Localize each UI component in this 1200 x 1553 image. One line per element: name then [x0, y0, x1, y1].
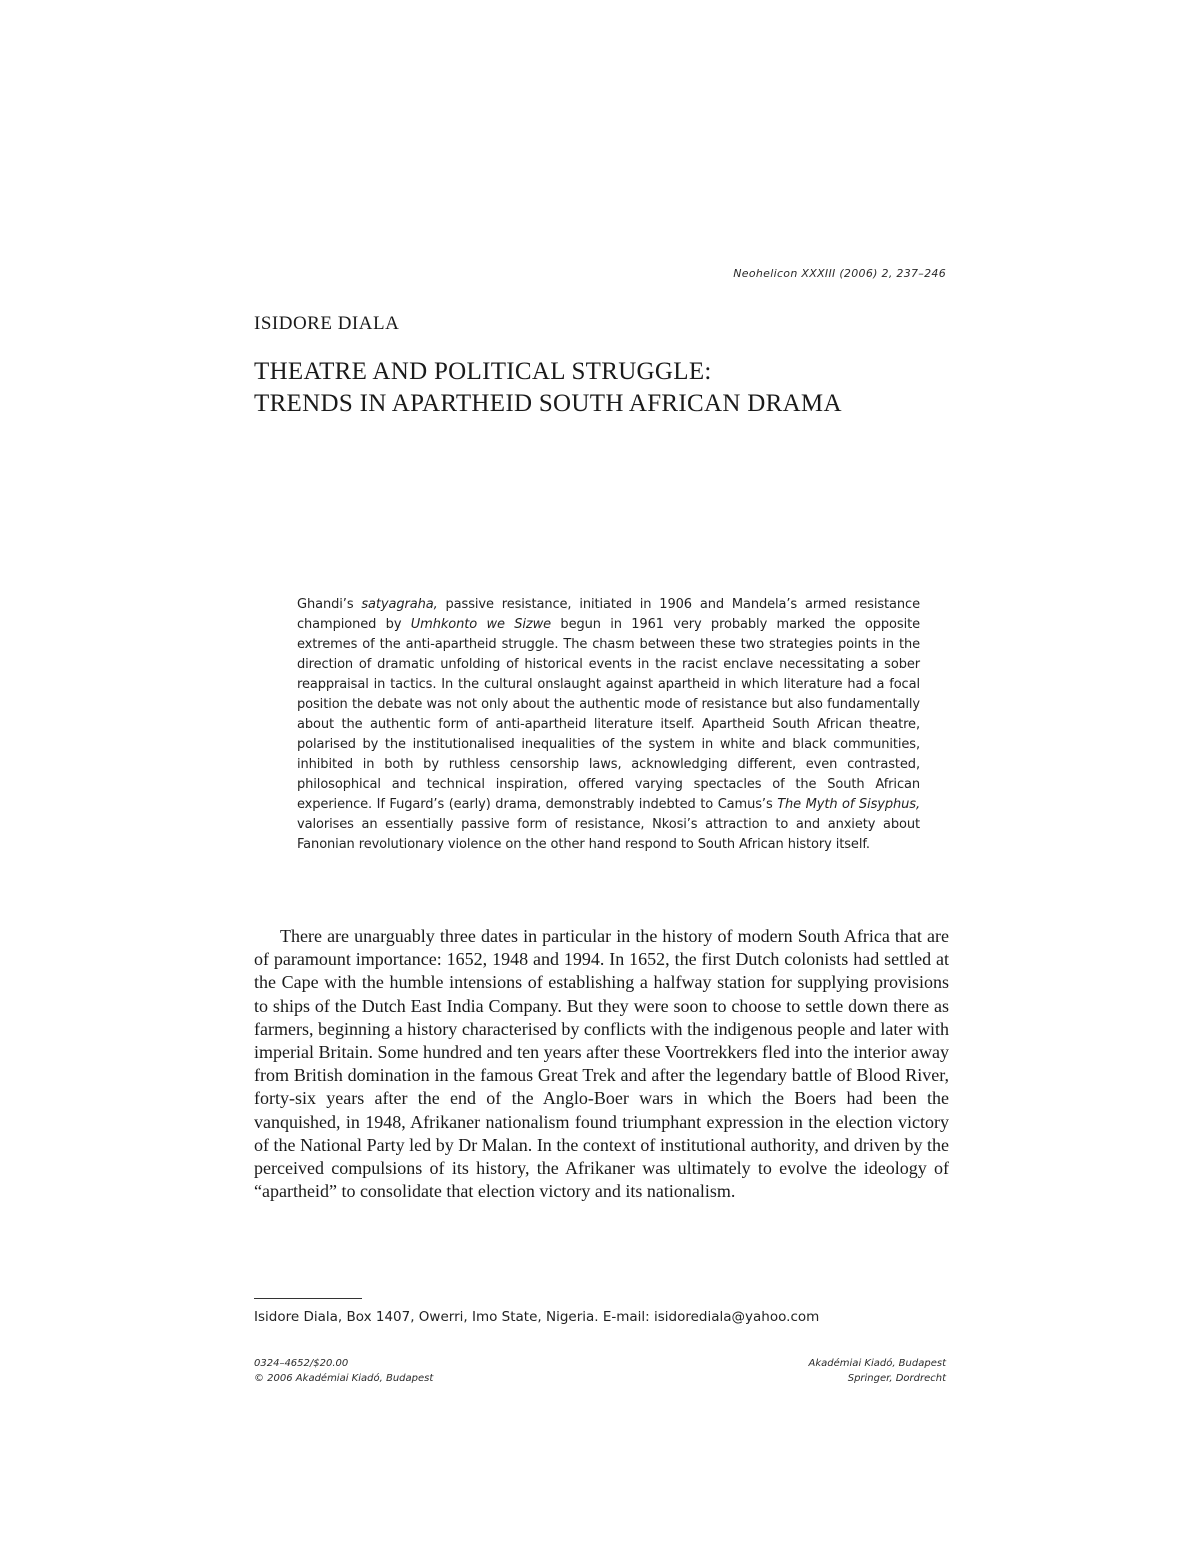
publisher-1: Akadémiai Kiadó, Budapest [808, 1358, 946, 1369]
abstract-text: passive resistance, initiated in 1906 and Mandela’s armed resistance championed by [297, 597, 920, 632]
issn-price: 0324–4652/$20.00 [254, 1358, 349, 1369]
footnote: Isidore Diala, Box 1407, Owerri, Imo State, Nigeria. E-mail: isidorediala@yahoo.com [254, 1309, 820, 1325]
author-name: ISIDORE DIALA [254, 313, 400, 334]
abstract [297, 595, 920, 855]
abstract-text: valorises an essentially passive form of resistance, Nkosi’s attraction to and anxiety about Fanonian revolutionary violence on the other hand respond to South African history itself. [297, 817, 920, 852]
footnote-rule [254, 1298, 362, 1299]
body-paragraph: There are unarguably three dates in particular in the history of modern South Africa that are of paramount importance: 1652, 1948 and 1994. In 1652, the first Dutch colonists had settled at the Cape with the humble intensions of establishing a halfway station for supplying provisions to ships of the Dutch East India Company. But they were soon to choose to settle down there as farmers, beginning a history characterised by conflicts with the indigenous people and later with imperial Britain. Some hundred and ten years after these Voortrekkers fled into the interior away from British domination in the famous Great Trek and after the legendary battle of Blood River, forty-six years after the end of the Anglo-Boer wars in which the Boers had been the vanquished, in 1948, Afrikaner nationalism found triumphant expression in the election victory of the National Party led by Dr Malan. In the context of institutional authority, and driven by the perceived compulsions of its history, the Afrikaner was ultimately to evolve the ideology of “apartheid” to consolidate that election victory and its nationalism. [254, 926, 949, 1202]
footer-right [809, 1356, 946, 1386]
abstract-text: begun in 1961 very probably marked the opposite extremes of the anti-apartheid struggle. The chasm between these two strategies points in the direction of dramatic unfolding of historical events in the racist enclave necessitating a sober reappraisal in tactics. In the cultural onslaught against apartheid in which literature had a focal position the debate was not only about the authentic mode of resistance but also fundamentally about the authentic form of anti-apartheid literature itself. Apartheid South African theatre, polarised by the institutionalised inequalities of the system in white and black communities, inhibited in both by ruthless censorship laws, acknowledging different, even contrasted, philosophical and technical inspiration, offered varying spectacles of the South African experience. If Fugard’s (early) drama, demonstrably indebted to Camus’s [297, 617, 920, 812]
title-line-1: THEATRE AND POLITICAL STRUGGLE: [254, 358, 712, 385]
publisher-2: Springer, Dordrecht [847, 1373, 946, 1384]
copyright: © 2006 Akadémiai Kiadó, Budapest [254, 1373, 434, 1384]
body-text [254, 925, 949, 1203]
title-line-2: TRENDS IN APARTHEID SOUTH AFRICAN DRAMA [254, 390, 842, 417]
abstract-emphasis: Umhkonto we Sizwe [410, 617, 552, 632]
abstract-text: Ghandi’s [297, 597, 362, 612]
article-title [254, 356, 954, 420]
journal-reference: Neohelicon XXXIII (2006) 2, 237–246 [733, 267, 946, 280]
abstract-emphasis: satyagraha, [361, 597, 438, 612]
footer-left [254, 1356, 433, 1386]
abstract-emphasis: The Myth of Sisyphus, [777, 797, 921, 812]
